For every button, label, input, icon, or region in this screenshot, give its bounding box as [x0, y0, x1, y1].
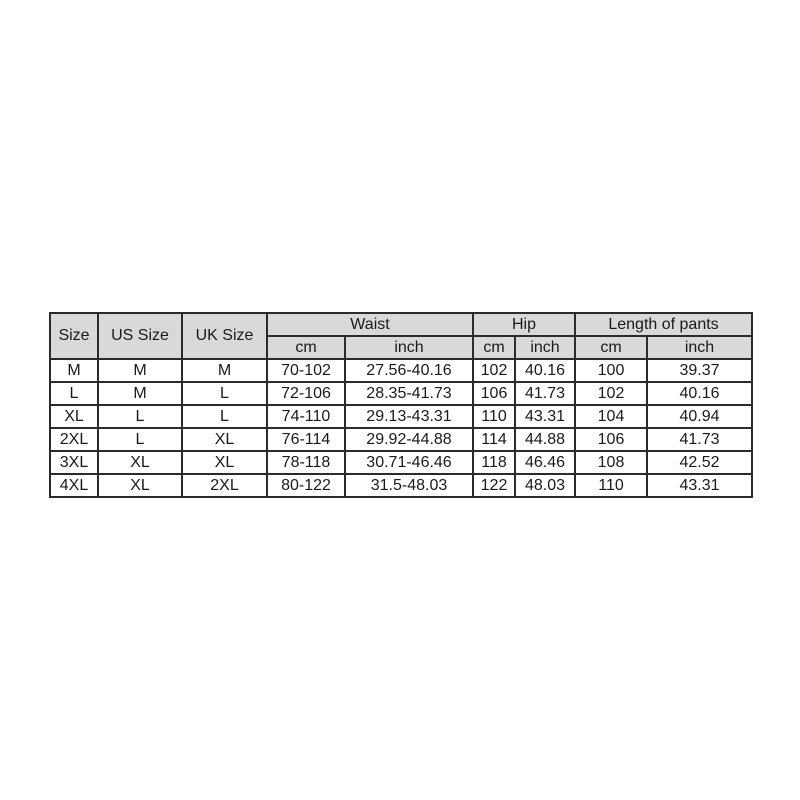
cell-length-inch: 39.37 [647, 359, 752, 382]
cell-length-cm: 100 [575, 359, 647, 382]
cell-length-cm: 108 [575, 451, 647, 474]
cell-waist-inch: 27.56-40.16 [345, 359, 473, 382]
cell-waist-inch: 30.71-46.46 [345, 451, 473, 474]
cell-uk-size: L [182, 405, 267, 428]
cell-size: XL [50, 405, 98, 428]
cell-waist-cm: 76-114 [267, 428, 345, 451]
cell-hip-cm: 114 [473, 428, 515, 451]
cell-length-cm: 104 [575, 405, 647, 428]
cell-length-cm: 106 [575, 428, 647, 451]
header-length: Length of pants [575, 313, 752, 336]
cell-hip-inch: 48.03 [515, 474, 575, 497]
cell-waist-cm: 74-110 [267, 405, 345, 428]
cell-us-size: XL [98, 474, 182, 497]
cell-us-size: M [98, 359, 182, 382]
table-row [50, 405, 752, 428]
header-size: Size [50, 313, 98, 359]
table-row [50, 382, 752, 405]
cell-hip-inch: 44.88 [515, 428, 575, 451]
cell-waist-inch: 31.5-48.03 [345, 474, 473, 497]
table-row [50, 474, 752, 497]
header-uk-size: UK Size [182, 313, 267, 359]
header-hip-inch: inch [515, 336, 575, 359]
cell-uk-size: 2XL [182, 474, 267, 497]
cell-hip-cm: 122 [473, 474, 515, 497]
table-row [50, 428, 752, 451]
cell-waist-cm: 80-122 [267, 474, 345, 497]
cell-size: 4XL [50, 474, 98, 497]
cell-length-cm: 102 [575, 382, 647, 405]
cell-uk-size: M [182, 359, 267, 382]
table-row [50, 359, 752, 382]
cell-hip-cm: 102 [473, 359, 515, 382]
cell-us-size: L [98, 428, 182, 451]
cell-hip-inch: 46.46 [515, 451, 575, 474]
cell-size: M [50, 359, 98, 382]
header-row-top [50, 313, 752, 336]
cell-waist-cm: 72-106 [267, 382, 345, 405]
table-row [50, 451, 752, 474]
header-hip: Hip [473, 313, 575, 336]
header-waist: Waist [267, 313, 473, 336]
header-length-cm: cm [575, 336, 647, 359]
cell-us-size: L [98, 405, 182, 428]
cell-length-inch: 40.16 [647, 382, 752, 405]
cell-waist-inch: 29.92-44.88 [345, 428, 473, 451]
cell-hip-inch: 40.16 [515, 359, 575, 382]
cell-length-inch: 40.94 [647, 405, 752, 428]
table-body [50, 359, 752, 497]
cell-hip-inch: 43.31 [515, 405, 575, 428]
cell-uk-size: XL [182, 428, 267, 451]
cell-hip-cm: 106 [473, 382, 515, 405]
cell-us-size: M [98, 382, 182, 405]
cell-length-inch: 43.31 [647, 474, 752, 497]
size-chart-table [49, 312, 753, 498]
cell-hip-cm: 110 [473, 405, 515, 428]
cell-us-size: XL [98, 451, 182, 474]
cell-waist-cm: 70-102 [267, 359, 345, 382]
header-us-size: US Size [98, 313, 182, 359]
cell-length-inch: 41.73 [647, 428, 752, 451]
table-header [50, 313, 752, 359]
cell-size: 2XL [50, 428, 98, 451]
cell-size: L [50, 382, 98, 405]
cell-length-inch: 42.52 [647, 451, 752, 474]
cell-waist-inch: 29.13-43.31 [345, 405, 473, 428]
header-hip-cm: cm [473, 336, 515, 359]
header-waist-inch: inch [345, 336, 473, 359]
header-waist-cm: cm [267, 336, 345, 359]
cell-waist-cm: 78-118 [267, 451, 345, 474]
cell-length-cm: 110 [575, 474, 647, 497]
cell-hip-cm: 118 [473, 451, 515, 474]
cell-size: 3XL [50, 451, 98, 474]
cell-uk-size: XL [182, 451, 267, 474]
header-length-inch: inch [647, 336, 752, 359]
cell-hip-inch: 41.73 [515, 382, 575, 405]
cell-waist-inch: 28.35-41.73 [345, 382, 473, 405]
cell-uk-size: L [182, 382, 267, 405]
